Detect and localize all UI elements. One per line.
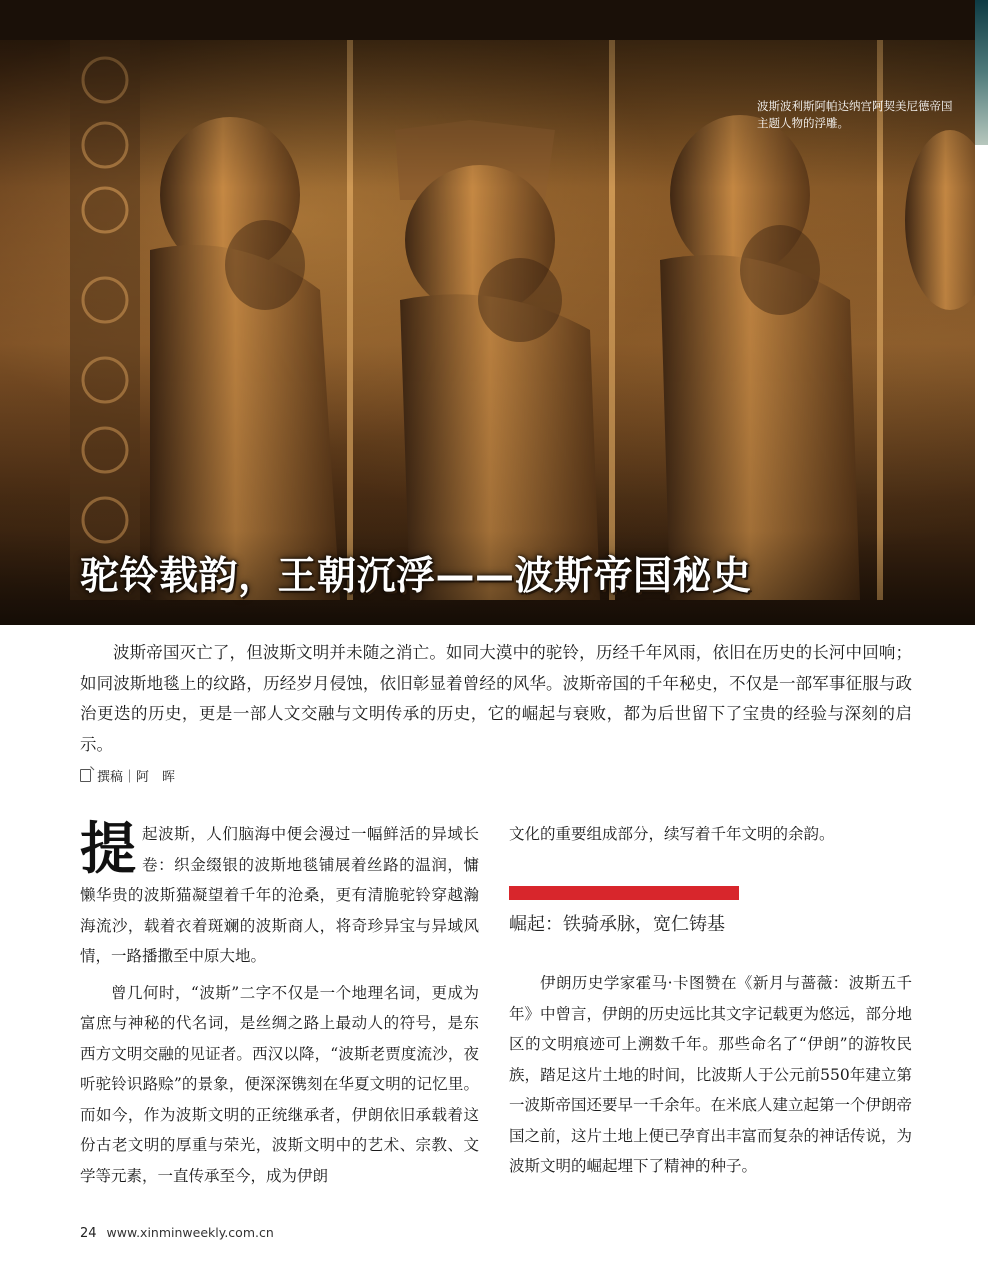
body-column-right-top — [509, 819, 912, 850]
opening-text: 起波斯，人们脑海中便会漫过一幅鲜活的异域长卷：织金缀银的波斯地毯铺展着丝路的温润，慵懒华贵的波斯猫凝望着千年的沧桑，更有清脆驼铃穿越瀚海流沙，载着衣着斑斓的波斯商人，将奇珍异宝与异域风情，一路播撒至中原大地。 — [80, 825, 479, 965]
article-headline: 驼铃载韵，王朝沉浮——波斯帝国秘史 — [80, 554, 752, 599]
section-heading: 崛起：铁骑承脉，宽仁铸基 — [509, 914, 725, 935]
paragraph: 伊朗历史学家霍马·卡图赞在《新月与蔷薇：波斯五千年》中曾言，伊朗的历史远比其文字记载更为悠远，部分地区的文明痕迹可上溯数千年。那些命名了“伊朗”的游牧民族，踏足这片土地的时间，比波斯人于公元前550年建立第一波斯帝国还要早一千余年。在米底人建立起第一个伊朗帝国之前，这片土地上便已孕育出丰富而复杂的神话传说，为波斯文明的崛起埋下了精神的种子。 — [509, 974, 913, 1175]
hero-photo — [0, 0, 975, 625]
byline-text: 撰稿｜阿 晖 — [97, 770, 176, 785]
relief-illustration — [0, 0, 975, 625]
paragraph: 曾几何时，“波斯”二字不仅是一个地理名词，更成为富庶与神秘的代名词，是丝绸之路上最动人的符号，是东西方文明交融的见证者。西汉以降，“波斯老贾度流沙，夜听驼铃识路赊”的景象，便深深镌刻在华夏文明的记忆里。而如今，作为波斯文明的正统继承者，伊朗依旧承载着这份古老文明的厚重与荣光，波斯文明中的艺术、宗教、文学等元素，一直传承至今，成为伊朗 — [80, 983, 479, 1185]
body-column-left — [80, 816, 479, 1191]
page-footer — [80, 1225, 274, 1241]
adjacent-page-edge — [975, 0, 988, 145]
byline — [80, 766, 175, 785]
page-number: 24 — [80, 1226, 97, 1241]
continuation-paragraph: 文化的重要组成部分，续写着千年文明的余韵。 — [509, 825, 835, 843]
article-lead: 波斯帝国灭亡了，但波斯文明并未随之消亡。如同大漠中的驼铃，历经千年风雨，依旧在历史的长河中回响；如同波斯地毯上的纹路，历经岁月侵蚀，依旧彰显着曾经的风华。波斯帝国的千年秘史，不仅是一部军事征服与政治更迭的历史，更是一部人文交融与文明传承的历史，它的崛起与衰败，都为后世留下了宝贵的经验与深刻的启示。 — [80, 643, 912, 754]
section-accent-bar — [509, 886, 739, 900]
pen-icon — [80, 769, 91, 782]
body-column-right — [509, 968, 912, 1182]
drop-cap: 提 — [80, 816, 136, 882]
website-url: www.xinminweekly.com.cn — [106, 1225, 274, 1240]
opening-paragraph — [80, 816, 479, 972]
photo-caption: 波斯波利斯阿帕达纳宫阿契美尼德帝国主题人物的浮雕。 — [757, 99, 953, 130]
